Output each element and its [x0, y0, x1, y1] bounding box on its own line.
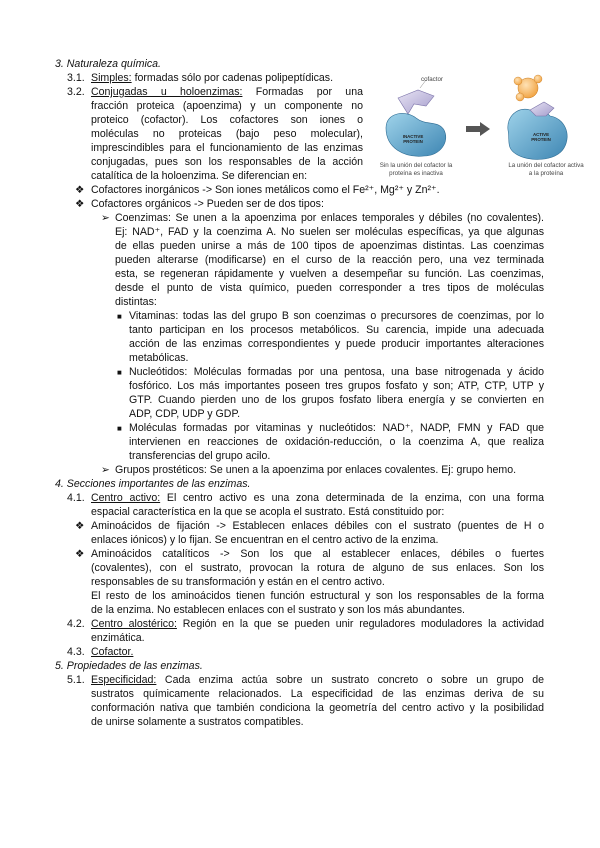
vitaminas-line: metabólicas. [129, 352, 189, 364]
cataliticos-line: Aminoácidos catalíticos -> Son los que al establecer enlaces, débiles o fuertes [91, 548, 544, 560]
text: Formadas por una [242, 86, 363, 98]
term: Centro activo: [91, 492, 161, 504]
centro-activo-line: espacial característica en la que se acopla el sustrato. Está constituido por: [91, 506, 445, 518]
arrow-shape [466, 122, 490, 136]
coenzimas-line: distintas: [115, 296, 157, 308]
nucleotidos-line: fosfórico. Los más importantes poseen tres grupos fosfato y son; ATP, CTP, UTP y [129, 380, 544, 392]
nucleotidos-line: GTP. Cuando pierden uno de los grupos fosfato libera energía y se convierten en [129, 394, 544, 406]
cofactor-figure [368, 68, 590, 180]
conjugadas-line: fracción proteica (apoenzima) y un componente no [91, 100, 363, 112]
figure-label-inactive: INACTIVE PROTEIN [402, 134, 424, 144]
square-bullet: ■ [117, 368, 122, 377]
moleculas-line: transferencias del grupo acilo. [129, 450, 271, 462]
figure-caption-right: La unión del cofactor activa a la proteína [508, 162, 584, 177]
conjugadas-line: proteico (cofactor). Los cofactores son iones o [91, 114, 363, 126]
item-number: 4.2. [67, 618, 85, 630]
diamond-bullet: ❖ [75, 198, 85, 210]
item-number: 4.3. [67, 646, 85, 658]
coenzimas-line: esta, se regeneran rápidamente y vuelven a desempeñar su función. Las coenzimas, [115, 268, 544, 280]
text: Cada enzima actúa sobre un sustrato concreto o sobre un grupo de [156, 674, 544, 686]
resto-line: El resto de los aminoácidos tienen función estructural y son los responsables de la forma [91, 590, 544, 602]
figure-label-cofactor: cofactor [420, 76, 443, 83]
conjugadas-line: moléculas no proteicas (bajo peso molecular), [91, 128, 363, 140]
cataliticos-line: (covalentes), con el sustrato, provocan la rotura de alguno de sus enlaces. Son los [91, 562, 544, 574]
bound-cofactor-shape [530, 102, 554, 116]
conjugadas-line [91, 86, 363, 99]
square-bullet: ■ [117, 312, 122, 321]
section-4-title: 4. Secciones importantes de las enzimas. [55, 478, 251, 490]
item-number: 5.1. [67, 674, 85, 686]
section-3-title: 3. Naturaleza química. [55, 58, 161, 70]
section-5-title: 5. Propiedades de las enzimas. [55, 660, 203, 672]
coenzimas-line: desde el punto de vista químico, pueden corresponder a tres tipos de moléculas [115, 282, 544, 294]
especificidad-line: conformación nativa que también condiciona la geometría del centro activo y la posibilidad [91, 702, 544, 714]
term: Especificidad: [91, 674, 157, 686]
grupos-prosteticos: Grupos prostéticos: Se unen a la apoenzima por enlaces covalentes. Ej: grupo hemo. [115, 464, 517, 476]
vitaminas-line: acción de las enzimas correspondientes y puede producir importantes alteraciones [129, 338, 544, 350]
fijacion-line: Aminoácidos de fijación -> Establecen enlaces débiles con el sustrato (puentes de H o [91, 520, 544, 532]
item-simples [91, 72, 333, 85]
coenzimas-line: pueden alterarse (modificarse) en el curso de la reacción pero, una vez terminada [115, 254, 544, 266]
centro-activo-line [91, 492, 544, 505]
coenzimas-line: de ellas pueden unirse a más de 100 tipos de apoenzimas distintas. Las coenzimas [115, 240, 544, 252]
cofactores-inorganicos: Cofactores inorgánicos -> Son iones metálicos como el Fe²⁺, Mg²⁺ y Zn²⁺. [91, 184, 440, 196]
square-bullet: ■ [117, 424, 122, 433]
especificidad-line: de unirse solamente a sustratos compatibles. [91, 716, 304, 728]
vitaminas-line: Vitaminas: todas las del grupo B son coenzimas o precursores de coenzimas, por lo [129, 310, 544, 322]
diamond-bullet: ❖ [75, 184, 85, 196]
fijacion-line: enlaces iónicos) y lo fijan. Se encuentran en el centro activo de la enzima. [91, 534, 439, 546]
especificidad-line: sustratos químicamente relacionados. La especificidad de las enzimas deriva de su [91, 688, 544, 700]
item-number: 3.1. [67, 72, 85, 84]
text: El centro activo es una zona determinada de la enzima, con una forma [160, 492, 544, 504]
nucleotidos-line: ADP, CDP, UDP y GDP. [129, 408, 241, 420]
moleculas-line: Moléculas formadas por vitaminas y nucleótidos: NAD⁺, NADP, FMN y FAD que [129, 422, 544, 434]
centro-alosterico-line: enzimática. [91, 632, 145, 644]
cataliticos-line: responsables de su transformación y están en el centro activo. [91, 576, 385, 588]
diamond-bullet: ❖ [75, 520, 85, 532]
term: Conjugadas u holoenzimas: [91, 86, 243, 98]
vitaminas-line: tanto participan en los procesos metabólicos. Su carencia, impide una adecuada [129, 324, 544, 336]
conjugadas-line: imprescindibles para el funcionamiento de las enzimas [91, 142, 363, 154]
item-number: 3.2. [67, 86, 85, 98]
text: formadas sólo por cadenas polipeptídicas. [131, 72, 334, 84]
text: Región en la que se pueden unir reguladores moduladores la actividad [176, 618, 544, 630]
especificidad-line [91, 674, 544, 687]
coenzimas-line: Coenzimas: Se unen a la apoenzima por enlaces temporales y débiles (no covalentes). [115, 212, 544, 224]
term: Simples: [91, 72, 132, 84]
nucleotidos-line: Nucleótidos: Moléculas formadas por una pentosa, una base nitrogenada y ácido [129, 366, 544, 378]
figure-caption-left: Sin la unión del cofactor la proteína es inactiva [379, 162, 453, 177]
moleculas-line: intervienen en reacciones de oxidación-reducción, o la coenzima A, que realiza [129, 436, 544, 448]
cofactor-shape [398, 90, 434, 114]
conjugadas-line: conjugadas, pues son los responsables de la acción [91, 156, 363, 168]
term: Centro alostérico: [91, 618, 177, 630]
coenzimas-line: Ej: NAD⁺, FAD y la coenzima A. No suelen ser moléculas específicas, ya que algunas [115, 226, 544, 238]
item-number: 4.1. [67, 492, 85, 504]
arrow-bullet: ➢ [101, 212, 110, 224]
cofactor-item: Cofactor. [91, 646, 134, 658]
resto-line: de la enzima. No establecen enlaces con el sustrato y son los más abundantes. [91, 604, 465, 616]
conjugadas-line: catalítica de la holoenzima. Se diferencian en: [91, 170, 308, 182]
figure-label-active: ACTIVE PROTEIN [531, 132, 551, 142]
cofactores-organicos: Cofactores orgánicos -> Pueden ser de dos tipos: [91, 198, 324, 210]
diamond-bullet: ❖ [75, 548, 85, 560]
arrow-bullet: ➢ [101, 464, 110, 476]
centro-alosterico-line [91, 618, 544, 631]
